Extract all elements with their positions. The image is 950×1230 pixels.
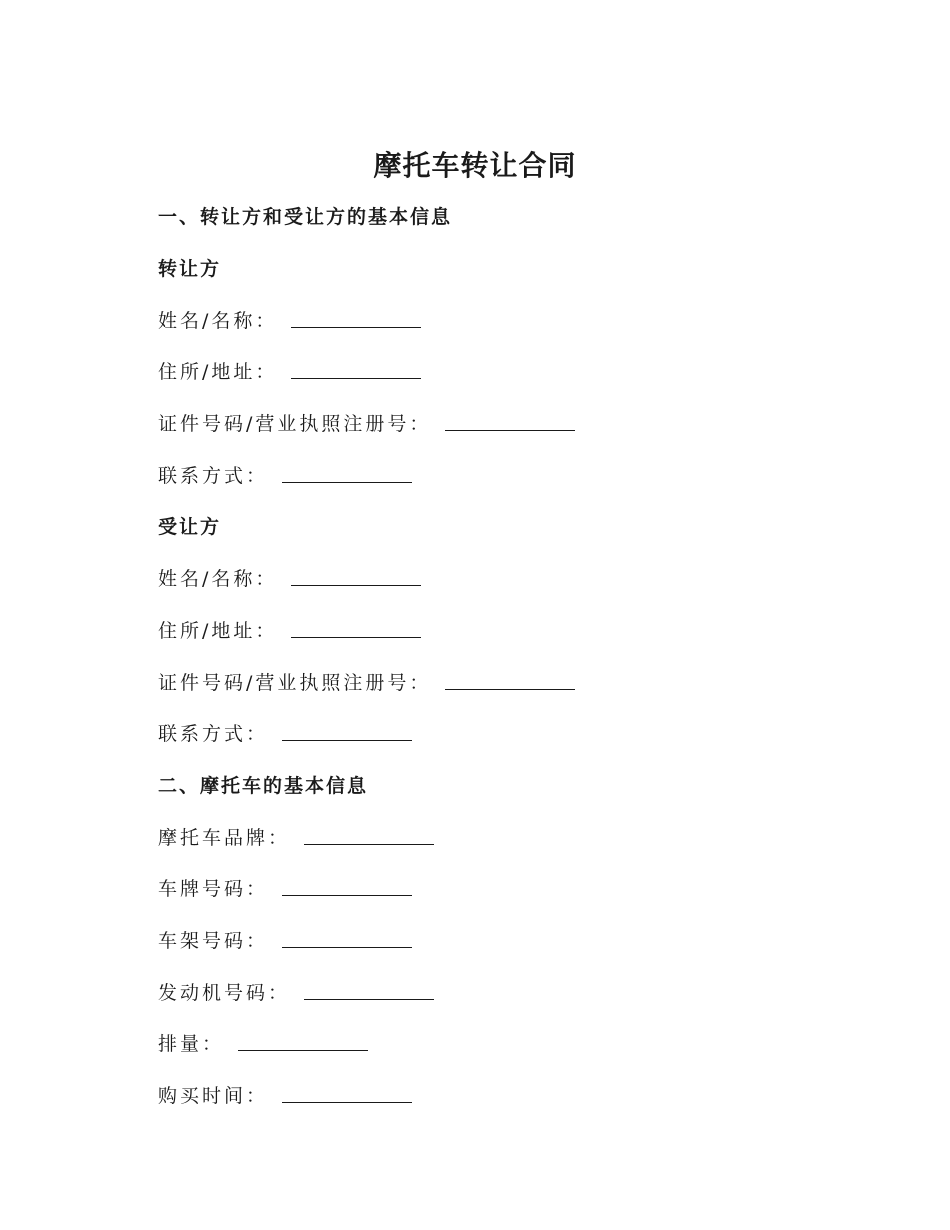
field-label: 车架号码： [158,929,269,952]
fill-in-blank[interactable] [445,669,575,690]
field-label: 联系方式： [158,723,269,746]
fill-in-blank[interactable] [282,462,412,483]
section-heading-motorcycle: 二、摩托车的基本信息 [158,774,369,797]
fill-in-blank[interactable] [282,1082,412,1103]
field-label: 住所/地址： [158,619,278,642]
field-row [158,293,858,345]
section-heading-parties: 一、转让方和受让方的基本信息 [158,206,453,229]
document-body [158,190,858,1120]
field-label: 证件号码/营业执照注册号： [158,413,432,436]
field-label: 排量： [158,1033,225,1056]
party-heading-transferor: 转让方 [158,258,222,281]
field-label: 购买时间： [158,1085,269,1108]
field-label: 住所/地址： [158,361,278,384]
field-row [158,1017,858,1069]
field-row [158,965,858,1017]
field-label: 车牌号码： [158,878,269,901]
field-label: 姓名/名称： [158,309,278,332]
fill-in-blank[interactable] [291,307,421,328]
field-row [158,1069,858,1121]
fill-in-blank[interactable] [282,875,412,896]
fill-in-blank[interactable] [238,1030,368,1051]
fill-in-blank[interactable] [291,358,421,379]
fill-in-blank[interactable] [291,565,421,586]
field-row [158,862,858,914]
field-row [158,397,858,449]
field-label: 姓名/名称： [158,568,278,591]
party-heading-transferee: 受让方 [158,516,222,539]
field-row [158,914,858,966]
field-label: 发动机号码： [158,981,291,1004]
field-row [158,345,858,397]
field-label: 摩托车品牌： [158,826,291,849]
fill-in-blank[interactable] [291,617,421,638]
field-label: 证件号码/营业执照注册号： [158,671,432,694]
field-row [158,448,858,500]
field-row [158,810,858,862]
field-row [158,707,858,759]
field-row [158,604,858,656]
field-row [158,552,858,604]
fill-in-blank[interactable] [304,979,434,1000]
field-row [158,655,858,707]
document-title: 摩托车转让合同 [373,149,577,182]
fill-in-blank[interactable] [282,927,412,948]
fill-in-blank[interactable] [282,720,412,741]
field-label: 联系方式： [158,464,269,487]
fill-in-blank[interactable] [445,410,575,431]
fill-in-blank[interactable] [304,824,434,845]
